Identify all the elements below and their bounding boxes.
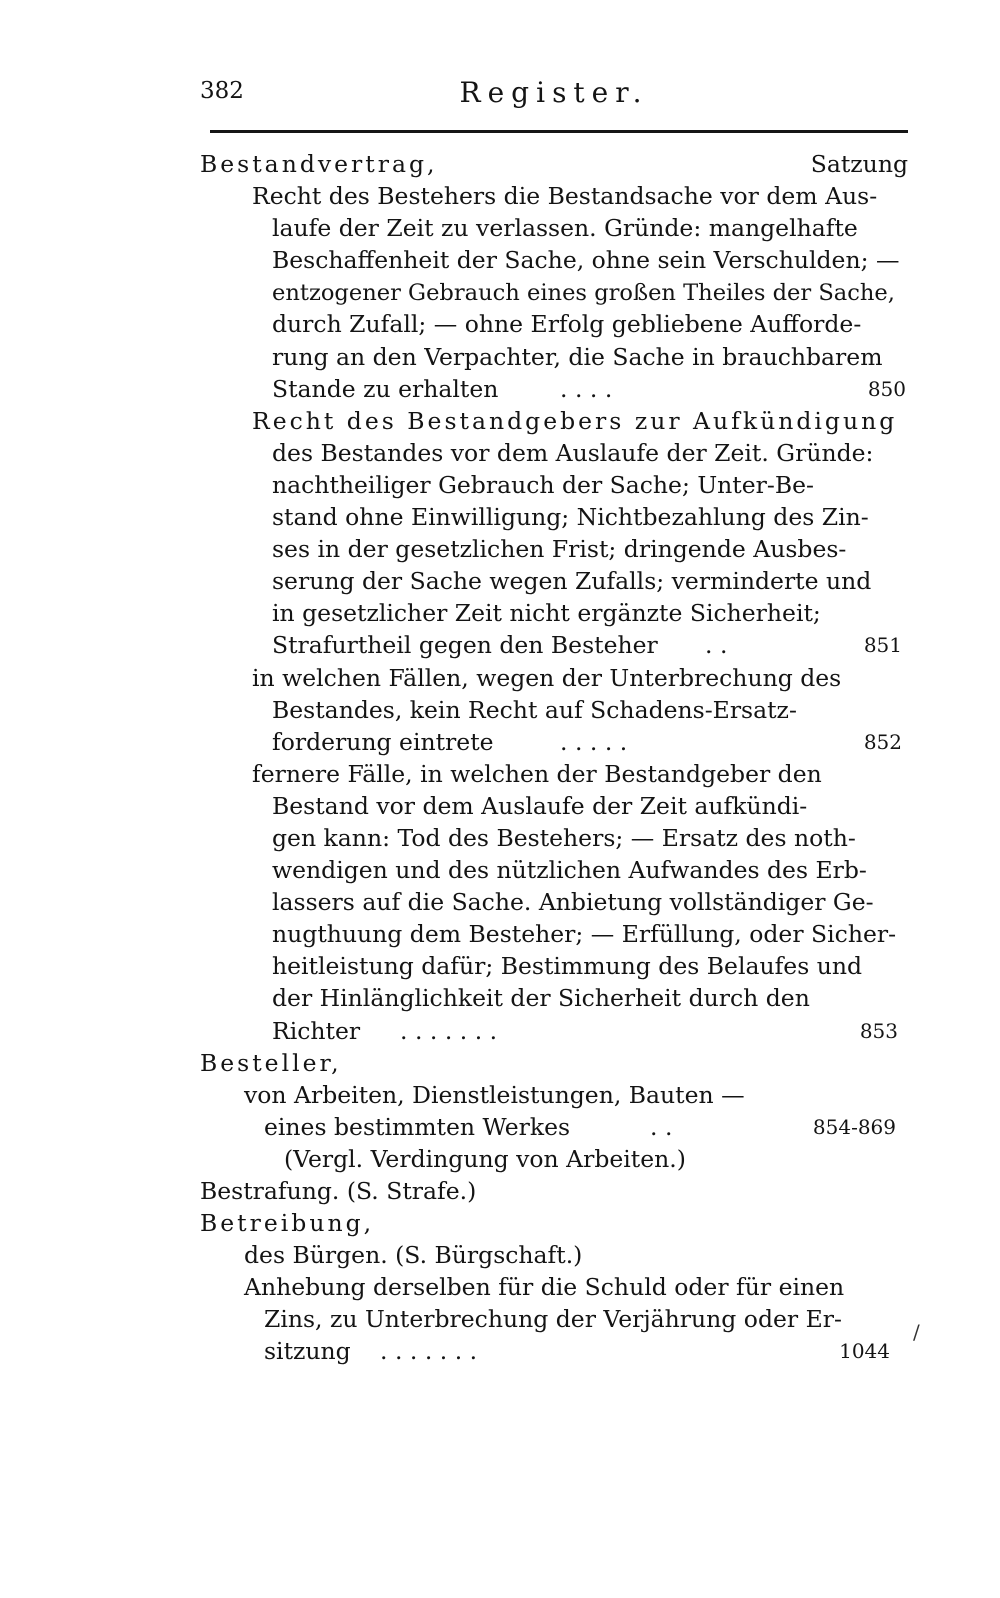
- index-line: [200, 276, 908, 308]
- index-line: [200, 758, 908, 790]
- index-line: [200, 597, 908, 629]
- index-line: [200, 308, 908, 340]
- entry-text: rung an den Verpachter, die Sache in brauchbarem: [272, 342, 883, 371]
- entry-text: fernere Fälle, in welchen der Bestandgeber den: [252, 759, 822, 788]
- page-reference: 1044: [839, 1339, 890, 1364]
- index-line: [200, 1111, 908, 1143]
- index-body: [200, 148, 908, 1368]
- entry-text: der Hinlänglichkeit der Sicherheit durch den: [272, 984, 810, 1013]
- index-line: [200, 180, 908, 212]
- entry-text: des Bürgen. (S. Bürgschaft.): [244, 1241, 583, 1270]
- entry-text: wendigen und des nützlichen Aufwandes des Erb-: [272, 856, 867, 885]
- index-line: [200, 1079, 908, 1111]
- index-line: [200, 982, 908, 1014]
- index-line: [200, 1047, 908, 1079]
- entry-text: serung der Sache wegen Zufalls; verminderte und: [272, 567, 872, 596]
- index-line: [200, 244, 908, 276]
- dot-leader: . . . . .: [560, 727, 628, 756]
- index-line: [200, 726, 908, 758]
- index-line: [200, 1175, 908, 1207]
- entry-text: Anhebung derselben für die Schuld oder für einen: [244, 1273, 845, 1302]
- entry-heading: Bestandvertrag,: [200, 150, 438, 178]
- entry-text: Zins, zu Unterbrechung der Verjährung oder Er-: [264, 1305, 842, 1334]
- entry-text: Recht des Bestandgebers zur Aufkündigung: [252, 406, 898, 435]
- index-line: [200, 694, 908, 726]
- index-line: [200, 1207, 908, 1239]
- entry-text: Stande zu erhalten: [272, 374, 499, 403]
- dot-leader: . . . . . . .: [380, 1337, 478, 1366]
- column-heading: Satzung: [810, 150, 908, 178]
- index-line: [200, 662, 908, 694]
- entry-text: in welchen Fällen, wegen der Unterbrechung des: [252, 663, 842, 692]
- dot-leader: . . . .: [560, 374, 613, 403]
- entry-text: lassers auf die Sache. Anbietung vollständiger Ge-: [272, 888, 874, 917]
- entry-text: eines bestimmten Werkes: [264, 1112, 571, 1141]
- index-line: [200, 1271, 908, 1303]
- entry-text: Bestandes, kein Recht auf Schadens-Ersatz-: [272, 695, 797, 724]
- page-reference: 851: [863, 633, 902, 658]
- dot-leader: . . . . . . .: [400, 1016, 498, 1045]
- entry-text: von Arbeiten, Dienstleistungen, Bauten —: [244, 1080, 745, 1109]
- entry-text: sitzung: [264, 1337, 351, 1366]
- entry-text: forderung eintrete: [272, 727, 494, 756]
- index-line: [200, 822, 908, 854]
- entry-text: Strafurtheil gegen den Besteher: [272, 631, 658, 660]
- index-line: [200, 565, 908, 597]
- entry-text: stand ohne Einwilligung; Nichtbezahlung des Zin-: [272, 503, 869, 532]
- page-reference: 853: [859, 1018, 898, 1043]
- entry-text: durch Zufall; — ohne Erfolg gebliebene Aufforde-: [272, 310, 862, 339]
- entry-text: nugthuung dem Besteher; — Erfüllung, oder Sicher-: [272, 920, 897, 949]
- entry-text: Richter: [272, 1016, 361, 1045]
- index-line: [200, 950, 908, 982]
- index-line: [200, 212, 908, 244]
- index-line: [200, 918, 908, 950]
- index-line: [200, 886, 908, 918]
- index-line: [200, 854, 908, 886]
- entry-text: entzogener Gebrauch eines großen Theiles der Sache,: [272, 280, 895, 307]
- entry-text: Bestand vor dem Auslaufe der Zeit aufkündi-: [272, 791, 808, 820]
- index-line: [200, 629, 908, 661]
- page-header: [200, 78, 908, 122]
- entry-text: heitleistung dafür; Bestimmung des Belaufes und: [272, 952, 863, 981]
- index-line: [200, 1015, 908, 1047]
- page-number: 382: [200, 78, 244, 104]
- entry-heading: Besteller,: [200, 1048, 342, 1077]
- dot-leader: . .: [650, 1112, 673, 1141]
- entry-heading: Betreibung,: [200, 1209, 375, 1238]
- entry-text: laufe der Zeit zu verlassen. Gründe: mangelhafte: [272, 214, 858, 243]
- running-title: Register.: [459, 76, 649, 109]
- index-line: [200, 1303, 908, 1335]
- entry-text: Recht des Bestehers die Bestandsache vor dem Aus-: [252, 182, 878, 211]
- header-rule: [210, 130, 908, 133]
- entry-text: des Bestandes vor dem Auslaufe der Zeit. Gründe:: [272, 438, 874, 467]
- index-line: [200, 437, 908, 469]
- page-reference: 854-869: [812, 1114, 896, 1139]
- margin-mark: /: [913, 1320, 920, 1344]
- entry-text: nachtheiliger Gebrauch der Sache; Unter-Be-: [272, 470, 814, 499]
- cross-reference: (Vergl. Verdingung von Arbeiten.): [284, 1144, 686, 1173]
- index-line: [200, 405, 908, 437]
- index-line: [200, 533, 908, 565]
- index-line: [200, 341, 908, 373]
- entry-text: Beschaffenheit der Sache, ohne sein Verschulden; —: [272, 246, 900, 275]
- entry-text: in gesetzlicher Zeit nicht ergänzte Sicherheit;: [272, 599, 821, 628]
- page-reference: 852: [863, 729, 902, 754]
- index-line: [200, 373, 908, 405]
- index-line: [200, 1335, 908, 1367]
- index-line: [200, 1143, 908, 1175]
- entry-text: ses in der gesetzlichen Frist; dringende Ausbes-: [272, 535, 847, 564]
- index-line: [200, 1239, 908, 1271]
- index-line: [200, 790, 908, 822]
- index-line: [200, 501, 908, 533]
- index-line: [200, 469, 908, 501]
- dot-leader: . .: [705, 631, 728, 660]
- page-reference: 850: [867, 376, 906, 401]
- entry-text: gen kann: Tod des Bestehers; — Ersatz des noth-: [272, 823, 856, 852]
- entry-heading: Bestrafung. (S. Strafe.): [200, 1177, 477, 1205]
- index-line: [200, 148, 908, 180]
